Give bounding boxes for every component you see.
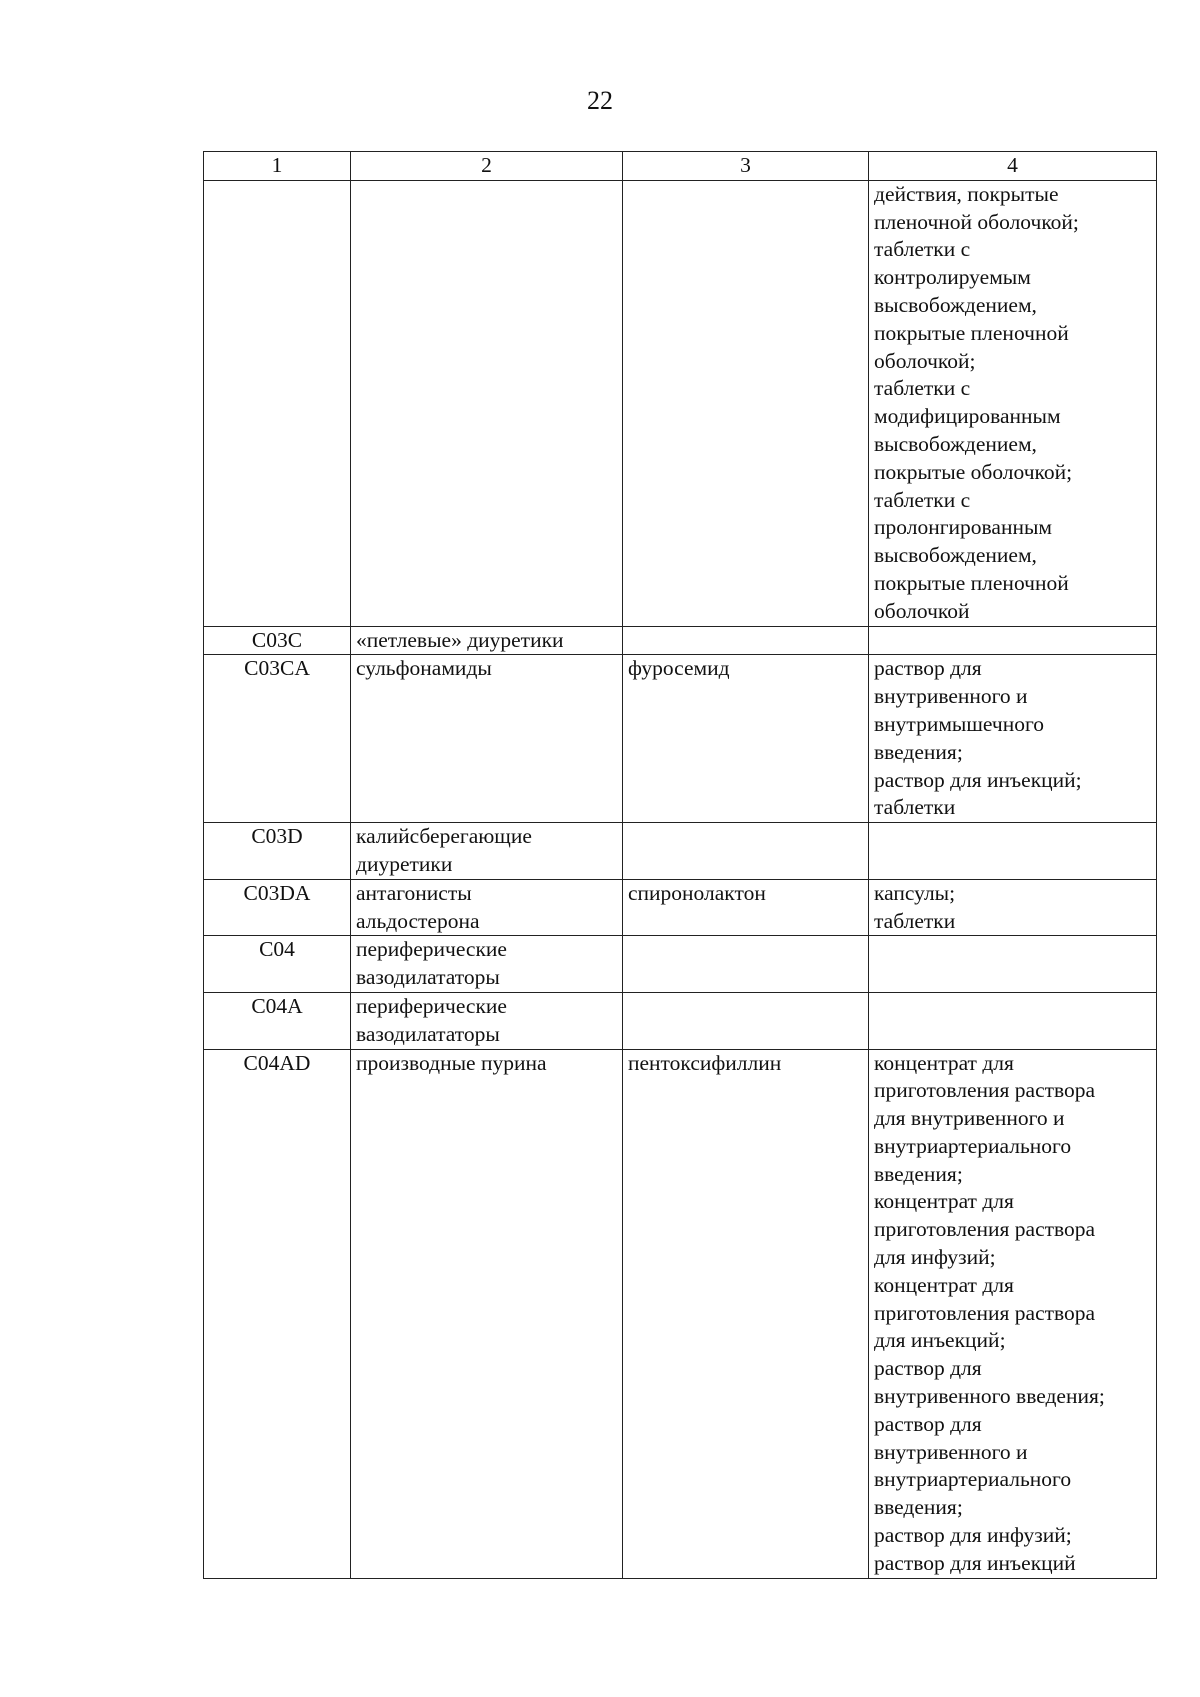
dosage-form-line: приготовления раствора xyxy=(874,1217,1096,1242)
dosage-form-line: для инфузий; xyxy=(874,1245,996,1270)
dosage-form-line: раствор для xyxy=(874,1356,982,1381)
dosage-forms-cell xyxy=(869,823,1157,880)
dosage-form-line: оболочкой; xyxy=(874,348,976,373)
atc-code: C04A xyxy=(251,993,303,1018)
anatomic-group-cell xyxy=(351,655,623,823)
header-row xyxy=(204,152,1157,181)
table-header xyxy=(204,152,1157,181)
dosage-form-line: введения; xyxy=(874,739,963,764)
dosage-form-line: концентрат для xyxy=(874,1272,1014,1297)
anatomic-group-cell xyxy=(351,992,623,1049)
substance-cell xyxy=(623,823,869,880)
column-header-2: 2 xyxy=(351,152,623,181)
dosage-form-line: покрытые пленочной xyxy=(874,570,1069,595)
dosage-form-line: пролонгированным xyxy=(874,515,1053,540)
anatomic-group-cell xyxy=(351,626,623,655)
dosage-form-line: концентрат для xyxy=(874,1050,1014,1075)
anatomic-group-line: периферические xyxy=(356,937,507,962)
dosage-form-line: капсулы; xyxy=(874,880,956,905)
anatomic-group-line: периферические xyxy=(356,993,507,1018)
substance-name: пентоксифиллин xyxy=(628,1050,782,1075)
table-row xyxy=(204,992,1157,1049)
anatomic-group-line: «петлевые» диуретики xyxy=(356,627,564,652)
atc-code: C03CA xyxy=(244,656,310,681)
anatomic-group-line: калийсберегающие xyxy=(356,824,532,849)
table-row xyxy=(204,180,1157,626)
dosage-form-line: модифицированным xyxy=(874,404,1061,429)
dosage-form-line: высвобождением, xyxy=(874,431,1037,456)
dosage-form-line: внутривенного и xyxy=(874,684,1028,709)
dosage-form-line: высвобождением, xyxy=(874,543,1037,568)
atc-code-cell xyxy=(204,180,351,626)
atc-code-cell xyxy=(204,879,351,936)
dosage-forms-cell xyxy=(869,180,1157,626)
anatomic-group-line: производные пурина xyxy=(356,1050,547,1075)
table-row xyxy=(204,879,1157,936)
dosage-form-line: внутримышечного xyxy=(874,711,1045,736)
substance-cell xyxy=(623,1049,869,1578)
anatomic-group-line: вазодилататоры xyxy=(356,1021,500,1046)
dosage-forms-cell xyxy=(869,879,1157,936)
dosage-form-line: таблетки с xyxy=(874,237,971,262)
atc-code: C03C xyxy=(251,627,303,652)
atc-code: C04 xyxy=(259,937,295,962)
table-row xyxy=(204,655,1157,823)
substance-name: спиронолактон xyxy=(628,880,766,905)
atc-code-cell xyxy=(204,936,351,993)
anatomic-group-cell xyxy=(351,1049,623,1578)
atc-code-cell xyxy=(204,626,351,655)
atc-code-cell xyxy=(204,655,351,823)
dosage-forms-cell xyxy=(869,992,1157,1049)
anatomic-group-line: антагонисты xyxy=(356,880,472,905)
substance-cell xyxy=(623,936,869,993)
dosage-form-line: действия, покрытые xyxy=(874,181,1059,206)
dosage-form-line: приготовления раствора xyxy=(874,1300,1096,1325)
substance-cell xyxy=(623,992,869,1049)
table-row xyxy=(204,936,1157,993)
atc-code: C04AD xyxy=(243,1050,311,1075)
column-header-3: 3 xyxy=(623,152,869,181)
page-number: 22 xyxy=(587,86,613,115)
dosage-form-line: таблетки с xyxy=(874,376,971,401)
anatomic-group-line: вазодилататоры xyxy=(356,965,500,990)
atc-code-cell xyxy=(204,823,351,880)
dosage-forms-cell xyxy=(869,936,1157,993)
anatomic-group-cell xyxy=(351,823,623,880)
dosage-form-line: пленочной оболочкой; xyxy=(874,209,1079,234)
substance-cell xyxy=(623,655,869,823)
table-body xyxy=(204,180,1157,1578)
anatomic-group-line: сульфонамиды xyxy=(356,656,492,681)
column-header-4: 4 xyxy=(869,152,1157,181)
substance-cell xyxy=(623,879,869,936)
anatomic-group-cell xyxy=(351,180,623,626)
table-row xyxy=(204,626,1157,655)
dosage-form-line: приготовления раствора xyxy=(874,1078,1096,1103)
anatomic-group-line: альдостерона xyxy=(356,908,480,933)
dosage-form-line: раствор для xyxy=(874,1411,982,1436)
dosage-forms-cell xyxy=(869,1049,1157,1578)
dosage-form-line: введения; xyxy=(874,1161,963,1186)
dosage-form-line: оболочкой xyxy=(874,598,970,623)
dosage-form-line: раствор для инъекций xyxy=(874,1550,1076,1575)
atc-code-cell xyxy=(204,1049,351,1578)
drug-list-table xyxy=(203,151,1157,1579)
dosage-form-line: таблетки xyxy=(874,908,956,933)
dosage-form-line: для внутривенного и xyxy=(874,1106,1065,1131)
dosage-form-line: покрытые оболочкой; xyxy=(874,459,1073,484)
dosage-form-line: таблетки с xyxy=(874,487,971,512)
substance-name: фуросемид xyxy=(628,656,730,681)
dosage-forms-cell xyxy=(869,655,1157,823)
dosage-form-line: введения; xyxy=(874,1495,963,1520)
dosage-form-line: концентрат для xyxy=(874,1189,1014,1214)
atc-code-cell xyxy=(204,992,351,1049)
anatomic-group-cell xyxy=(351,936,623,993)
anatomic-group-cell xyxy=(351,879,623,936)
dosage-form-line: контролируемым xyxy=(874,265,1031,290)
dosage-form-line: внутривенного введения; xyxy=(874,1384,1105,1409)
dosage-form-line: внутривенного и xyxy=(874,1439,1028,1464)
dosage-form-line: раствор для инъекций; xyxy=(874,767,1082,792)
table-row xyxy=(204,823,1157,880)
atc-code: C03DA xyxy=(243,880,311,905)
dosage-form-line: внутриартериального xyxy=(874,1467,1072,1492)
dosage-form-line: раствор для xyxy=(874,656,982,681)
dosage-form-line: высвобождением, xyxy=(874,292,1037,317)
dosage-form-line: раствор для инфузий; xyxy=(874,1523,1072,1548)
substance-cell xyxy=(623,180,869,626)
anatomic-group-line: диуретики xyxy=(356,851,453,876)
dosage-form-line: покрытые пленочной xyxy=(874,320,1069,345)
atc-code: C03D xyxy=(251,824,303,849)
column-header-1: 1 xyxy=(204,152,351,181)
dosage-form-line: для инъекций; xyxy=(874,1328,1006,1353)
dosage-form-line: внутриартериального xyxy=(874,1133,1072,1158)
substance-cell xyxy=(623,626,869,655)
dosage-forms-cell xyxy=(869,626,1157,655)
dosage-form-line: таблетки xyxy=(874,795,956,820)
table-row xyxy=(204,1049,1157,1578)
